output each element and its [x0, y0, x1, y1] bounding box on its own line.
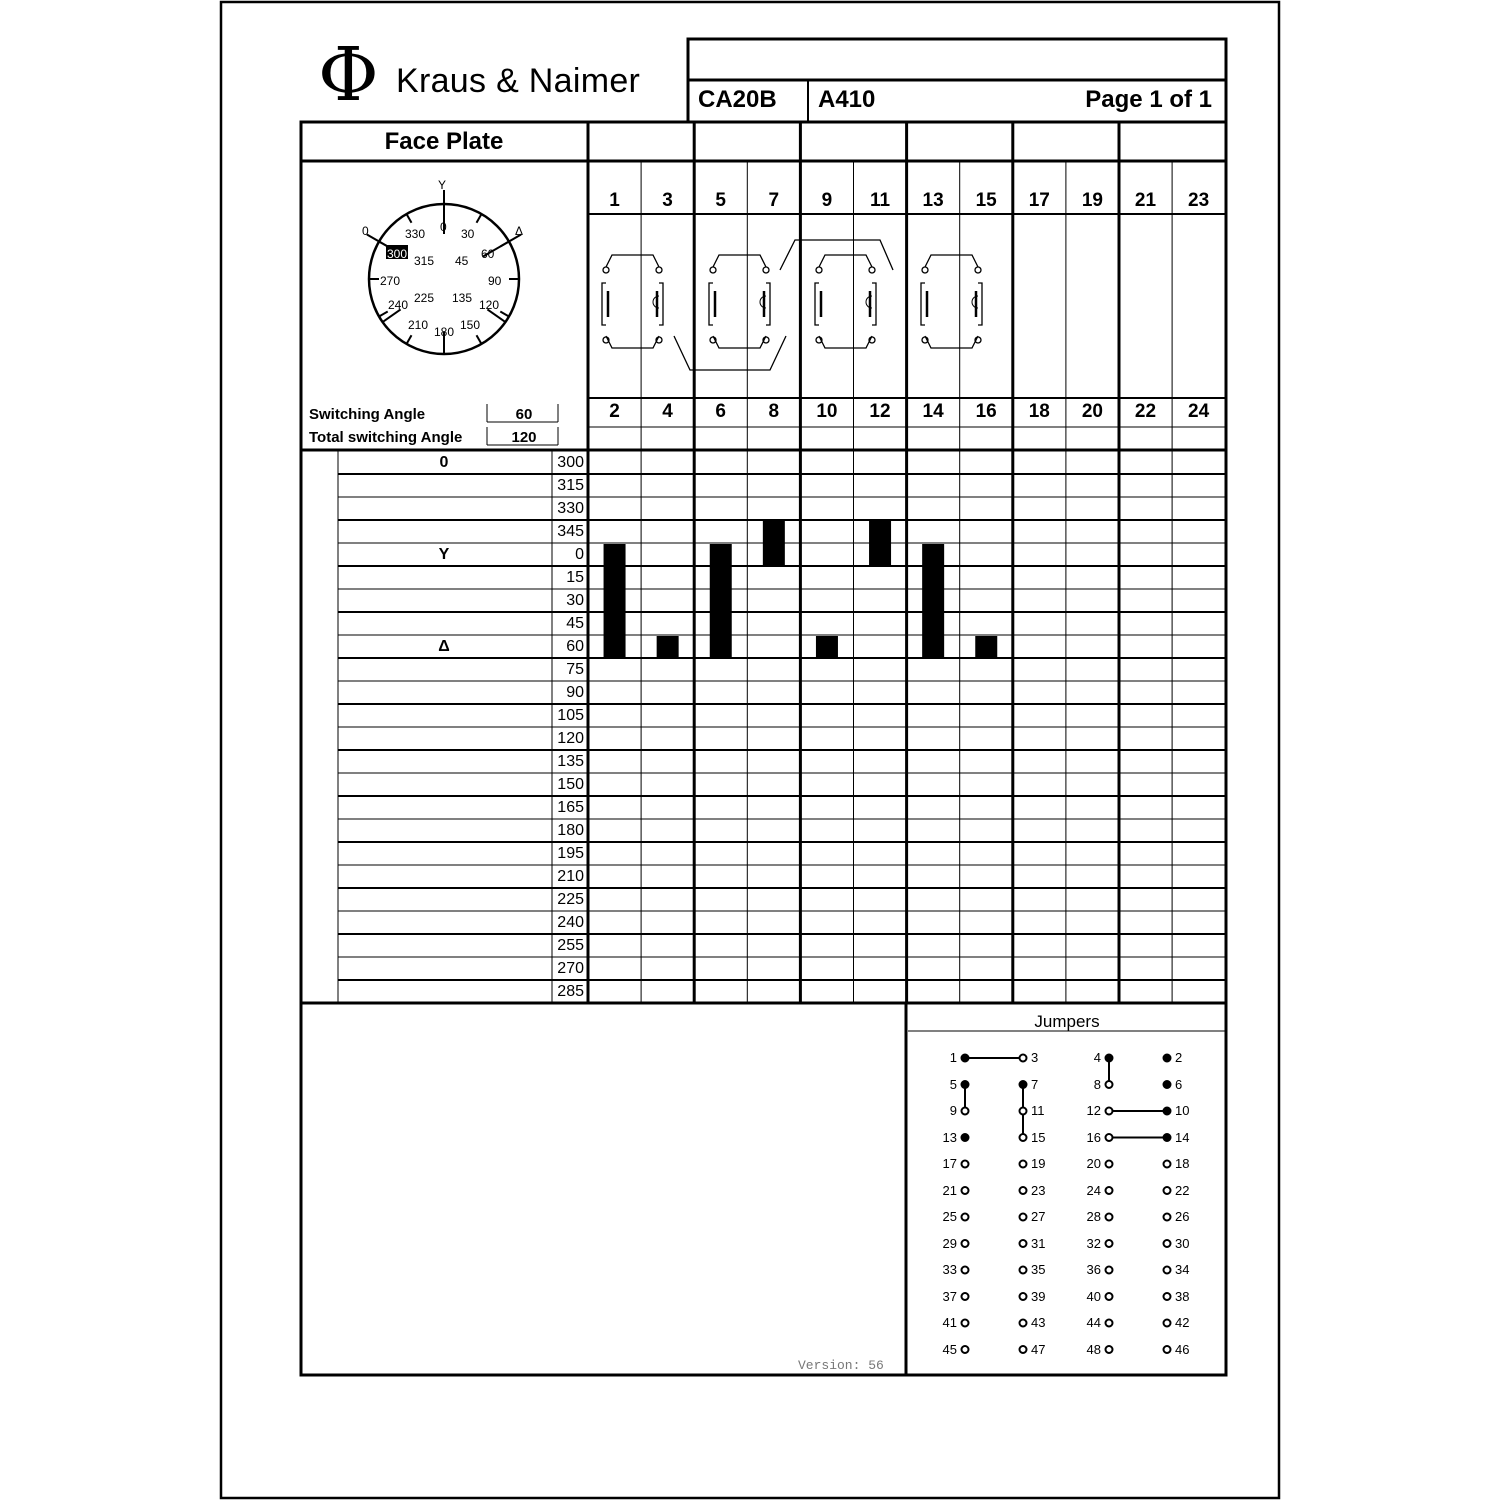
jumper-terminal-label: 39: [1031, 1288, 1046, 1304]
jumper-terminal: [1106, 1187, 1113, 1194]
dial-label: 60: [481, 247, 495, 261]
dial-label: 90: [488, 274, 502, 288]
jumper-terminal: [962, 1055, 969, 1062]
dial-tick: [500, 312, 509, 317]
jumper-terminal: [1106, 1214, 1113, 1221]
contact-closed-bar-1: [657, 636, 679, 658]
program-angle-label: 180: [557, 822, 584, 839]
terminal-number-top: 3: [662, 190, 673, 211]
contact-bracket: [978, 283, 982, 325]
terminal-dot: [710, 267, 716, 273]
terminal-number-bottom: 22: [1134, 401, 1157, 422]
jumper-terminal-label: 11: [1031, 1103, 1045, 1118]
terminal-number-top: 13: [922, 190, 944, 211]
jumper-terminal: [1106, 1161, 1113, 1168]
jumper-terminal: [1106, 1081, 1113, 1088]
jumper-terminal-label: 36: [1086, 1262, 1101, 1277]
jumper-terminal-label: 40: [1086, 1288, 1101, 1304]
jumper-terminal-label: 31: [1031, 1235, 1046, 1251]
jumper-terminal: [1106, 1055, 1113, 1062]
contact-closed-bar-4: [816, 636, 838, 658]
jumper-terminal: [1164, 1108, 1171, 1115]
jumper-terminal-label: 28: [1086, 1209, 1101, 1224]
total-switching-angle-value: 120: [511, 429, 537, 446]
dial-label: 30: [461, 227, 475, 241]
kn-logo-icon: Φ: [318, 32, 379, 118]
program-angle-label: 240: [557, 914, 584, 931]
jumper-terminal-label: 20: [1086, 1156, 1101, 1171]
terminal-dot: [869, 267, 875, 273]
jumper-terminal-label: 19: [1031, 1156, 1046, 1171]
program-position-label: 0: [439, 454, 449, 471]
jumper-terminal: [962, 1267, 969, 1274]
dial-label: 150: [460, 318, 481, 332]
jumper-terminal: [1106, 1108, 1113, 1115]
program-angle-label: 45: [566, 615, 584, 632]
contact-bracket: [815, 283, 819, 325]
program-angle-label: 150: [557, 776, 584, 793]
cam-bottom: [819, 336, 872, 348]
dial-label: 240: [388, 298, 409, 312]
contact-closed-bar-6: [922, 544, 944, 658]
terminal-dot: [922, 267, 928, 273]
jumper-terminal: [962, 1134, 969, 1141]
dial-label: 225: [414, 291, 435, 305]
dial-label: 300: [387, 247, 408, 261]
terminal-number-bottom: 20: [1081, 401, 1103, 422]
jumper-terminal-label: 47: [1031, 1341, 1046, 1357]
jumper-terminal: [1106, 1134, 1113, 1141]
jumper-terminal: [1164, 1134, 1171, 1141]
program-angle-label: 195: [557, 845, 584, 862]
jumper-terminal: [1020, 1214, 1027, 1221]
jumper-terminal-label: 46: [1175, 1341, 1190, 1357]
cam-bottom: [925, 336, 978, 348]
contact-bracket: [872, 283, 876, 325]
jumper-terminal: [1020, 1055, 1027, 1062]
jumper-terminal-label: 26: [1175, 1209, 1190, 1224]
jumper-terminal-label: 37: [942, 1288, 957, 1304]
contact-bracket: [921, 283, 925, 325]
jumper-terminal-label: 38: [1175, 1288, 1190, 1304]
brand-name: Kraus & Naimer: [396, 62, 641, 100]
program-angle-label: 120: [557, 730, 584, 747]
jumper-terminal-label: 16: [1086, 1129, 1101, 1145]
jumper-terminal: [962, 1293, 969, 1300]
jumper-terminal-label: 7: [1031, 1076, 1039, 1092]
jumper-terminal: [1020, 1081, 1027, 1088]
terminal-number-top: 23: [1188, 190, 1210, 211]
contact-bracket: [709, 283, 713, 325]
jumper-terminal: [1020, 1108, 1027, 1115]
cam-bottom: [713, 336, 766, 348]
jumper-terminal: [1164, 1187, 1171, 1194]
dial-tick: [477, 335, 482, 344]
jumper-terminal: [1020, 1187, 1027, 1194]
jumper-terminal-label: 12: [1086, 1103, 1101, 1118]
jumper-terminal: [1020, 1346, 1027, 1353]
jumper-terminal: [1164, 1293, 1171, 1300]
program-angle-label: 135: [557, 753, 584, 770]
terminal-number-bottom: 10: [816, 401, 838, 422]
jumper-terminal-label: 44: [1086, 1315, 1101, 1330]
terminal-number-top: 9: [821, 190, 833, 211]
jumper-terminal-label: 25: [942, 1209, 957, 1224]
dial-tick: [379, 312, 388, 317]
jumper-terminal-label: 22: [1175, 1182, 1190, 1198]
cam-top: [819, 255, 872, 267]
jumper-terminal: [1164, 1320, 1171, 1327]
contact-closed-bar-0: [604, 544, 626, 658]
jumper-terminal: [1164, 1346, 1171, 1353]
jumper-terminal-label: 13: [942, 1129, 957, 1145]
jumper-terminal-label: 30: [1175, 1235, 1190, 1251]
contact-bracket: [602, 283, 606, 325]
contact-bracket: [766, 283, 770, 325]
program-angle-label: 345: [557, 523, 584, 540]
dial-label: 180: [434, 325, 455, 339]
jumper-terminal: [962, 1108, 969, 1115]
program-angle-label: 165: [557, 799, 584, 816]
jumper-terminal-label: 9: [949, 1103, 957, 1118]
contact-bracket: [659, 283, 663, 325]
program-angle-label: 15: [566, 569, 584, 586]
dial-position-left: 0: [362, 224, 369, 238]
jumper-terminal-label: 5: [949, 1076, 957, 1092]
terminal-number-top: 19: [1081, 190, 1103, 211]
jumper-terminal-label: 21: [942, 1182, 957, 1198]
jumpers-title: Jumpers: [1034, 1012, 1100, 1031]
jumper-terminal: [1020, 1320, 1027, 1327]
program-angle-label: 285: [557, 983, 584, 1000]
dial-tick: [407, 214, 412, 223]
dial-label: 0: [440, 220, 447, 234]
program-angle-label: 60: [566, 638, 584, 655]
dial-label: 210: [408, 318, 429, 332]
program-angle-label: 30: [566, 592, 584, 609]
jumper-terminal-label: 35: [1031, 1262, 1046, 1277]
total-switching-angle-label: Total switching Angle: [309, 429, 463, 446]
jumper-terminal-label: 6: [1175, 1076, 1183, 1092]
dial-label: 135: [452, 291, 473, 305]
jumper-terminal-label: 23: [1031, 1182, 1046, 1198]
jumper-terminal-label: 45: [942, 1341, 957, 1357]
terminal-number-bottom: 6: [715, 401, 726, 422]
terminal-number-top: 11: [869, 190, 891, 211]
jumper-terminal-label: 48: [1086, 1341, 1101, 1357]
jumper-terminal: [1106, 1346, 1113, 1353]
terminal-number-top: 7: [768, 190, 780, 211]
jumper-terminal: [962, 1187, 969, 1194]
terminal-number-top: 17: [1028, 190, 1050, 211]
jumper-terminal-label: 42: [1175, 1315, 1190, 1330]
program-angle-label: 105: [557, 707, 584, 724]
jumper-terminal: [962, 1346, 969, 1353]
program-code: A410: [818, 86, 876, 113]
jumper-terminal: [962, 1214, 969, 1221]
terminal-dot: [603, 267, 609, 273]
dial-label: 270: [380, 274, 401, 288]
jumper-terminal-label: 33: [942, 1262, 957, 1277]
jumper-terminal-label: 18: [1175, 1156, 1190, 1171]
terminal-number-bottom: 18: [1028, 401, 1050, 422]
terminal-number-top: 1: [609, 190, 620, 211]
dial-tick: [407, 335, 412, 344]
jumper-terminal-label: 43: [1031, 1315, 1046, 1330]
dial-label: 120: [479, 298, 500, 312]
terminal-dot: [763, 267, 769, 273]
jumper-terminal: [1020, 1161, 1027, 1168]
terminal-number-top: 15: [975, 190, 997, 211]
program-angle-label: 90: [566, 684, 584, 701]
jumper-terminal: [1106, 1240, 1113, 1247]
jumper-terminal-label: 8: [1093, 1076, 1101, 1092]
switching-angle-value: 60: [515, 406, 533, 423]
cam-top: [606, 255, 659, 267]
program-position-label: Δ: [438, 638, 450, 655]
terminal-dot: [656, 267, 662, 273]
program-angle-label: 315: [557, 477, 584, 494]
jumper-terminal-label: 41: [942, 1315, 957, 1330]
jumper-terminal: [1164, 1081, 1171, 1088]
jumper-terminal: [1020, 1293, 1027, 1300]
terminal-number-top: 21: [1134, 190, 1157, 211]
jumper-terminal-label: 29: [942, 1235, 957, 1251]
jumper-terminal: [1164, 1055, 1171, 1062]
dial-label: 330: [405, 227, 426, 241]
jumper-terminal-label: 3: [1031, 1050, 1039, 1065]
cam-top: [925, 255, 978, 267]
terminal-number-bottom: 16: [975, 401, 997, 422]
jumper-terminal: [1020, 1134, 1027, 1141]
jumper-terminal: [962, 1161, 969, 1168]
program-angle-label: 255: [557, 937, 584, 954]
jumper-terminal-label: 34: [1175, 1262, 1190, 1277]
dial-position-right: Δ: [515, 224, 524, 238]
terminal-number-bottom: 24: [1188, 401, 1210, 422]
program-angle-label: 75: [566, 661, 584, 678]
contact-closed-bar-2: [710, 544, 732, 658]
terminal-number-bottom: 8: [768, 401, 780, 422]
jumper-terminal: [1020, 1267, 1027, 1274]
cam-top: [713, 255, 766, 267]
terminal-number-top: 5: [715, 190, 726, 211]
jumper-terminal: [1164, 1161, 1171, 1168]
program-position-label: Y: [438, 546, 450, 563]
terminal-dot: [816, 267, 822, 273]
terminal-number-bottom: 2: [609, 401, 620, 422]
jumper-terminal: [1106, 1320, 1113, 1327]
jumper-terminal-label: 2: [1175, 1050, 1183, 1065]
jumper-terminal-label: 10: [1175, 1103, 1190, 1118]
page-indicator: Page 1 of 1: [1085, 86, 1212, 113]
model-code: CA20B: [698, 86, 777, 113]
jumper-terminal: [1020, 1240, 1027, 1247]
jumper-terminal-label: 14: [1175, 1129, 1190, 1145]
jumper-terminal-label: 17: [942, 1156, 957, 1171]
contact-closed-bar-5: [869, 521, 891, 566]
contact-closed-bar-3: [763, 521, 785, 566]
dial-label: 45: [455, 254, 469, 268]
program-angle-label: 270: [557, 960, 584, 977]
contact-closed-bar-7: [975, 636, 997, 658]
program-angle-label: 210: [557, 868, 584, 885]
dial-tick: [477, 214, 482, 223]
jumper-terminal: [962, 1240, 969, 1247]
jumper-terminal: [962, 1320, 969, 1327]
jumper-terminal: [1164, 1267, 1171, 1274]
dial-position-top: Y: [438, 178, 447, 192]
dial-label: 315: [414, 254, 435, 268]
terminal-number-bottom: 12: [869, 401, 891, 422]
program-angle-label: 0: [575, 546, 584, 563]
terminal-dot: [975, 267, 981, 273]
version-label: Version: 56: [798, 1358, 884, 1373]
terminal-number-bottom: 4: [662, 401, 673, 422]
jumper-terminal: [1164, 1214, 1171, 1221]
cam-bottom: [606, 336, 659, 348]
program-angle-label: 225: [557, 891, 584, 908]
jumper-terminal-label: 24: [1086, 1182, 1101, 1198]
terminal-number-bottom: 14: [922, 401, 944, 422]
jumper-terminal-label: 15: [1031, 1129, 1046, 1145]
face-plate-title: Face Plate: [384, 128, 504, 155]
jumper-terminal-label: 4: [1093, 1050, 1101, 1065]
jumper-terminal: [1164, 1240, 1171, 1247]
jumper-terminal: [1106, 1267, 1113, 1274]
jumper-terminal: [1106, 1293, 1113, 1300]
switching-angle-label: Switching Angle: [309, 406, 426, 423]
jumper-terminal-label: 32: [1086, 1235, 1101, 1251]
jumper-terminal-label: 27: [1031, 1209, 1046, 1224]
jumper-terminal-label: 1: [949, 1050, 957, 1065]
jumper-terminal: [962, 1081, 969, 1088]
program-angle-label: 330: [557, 500, 584, 517]
program-angle-label: 300: [557, 454, 584, 471]
